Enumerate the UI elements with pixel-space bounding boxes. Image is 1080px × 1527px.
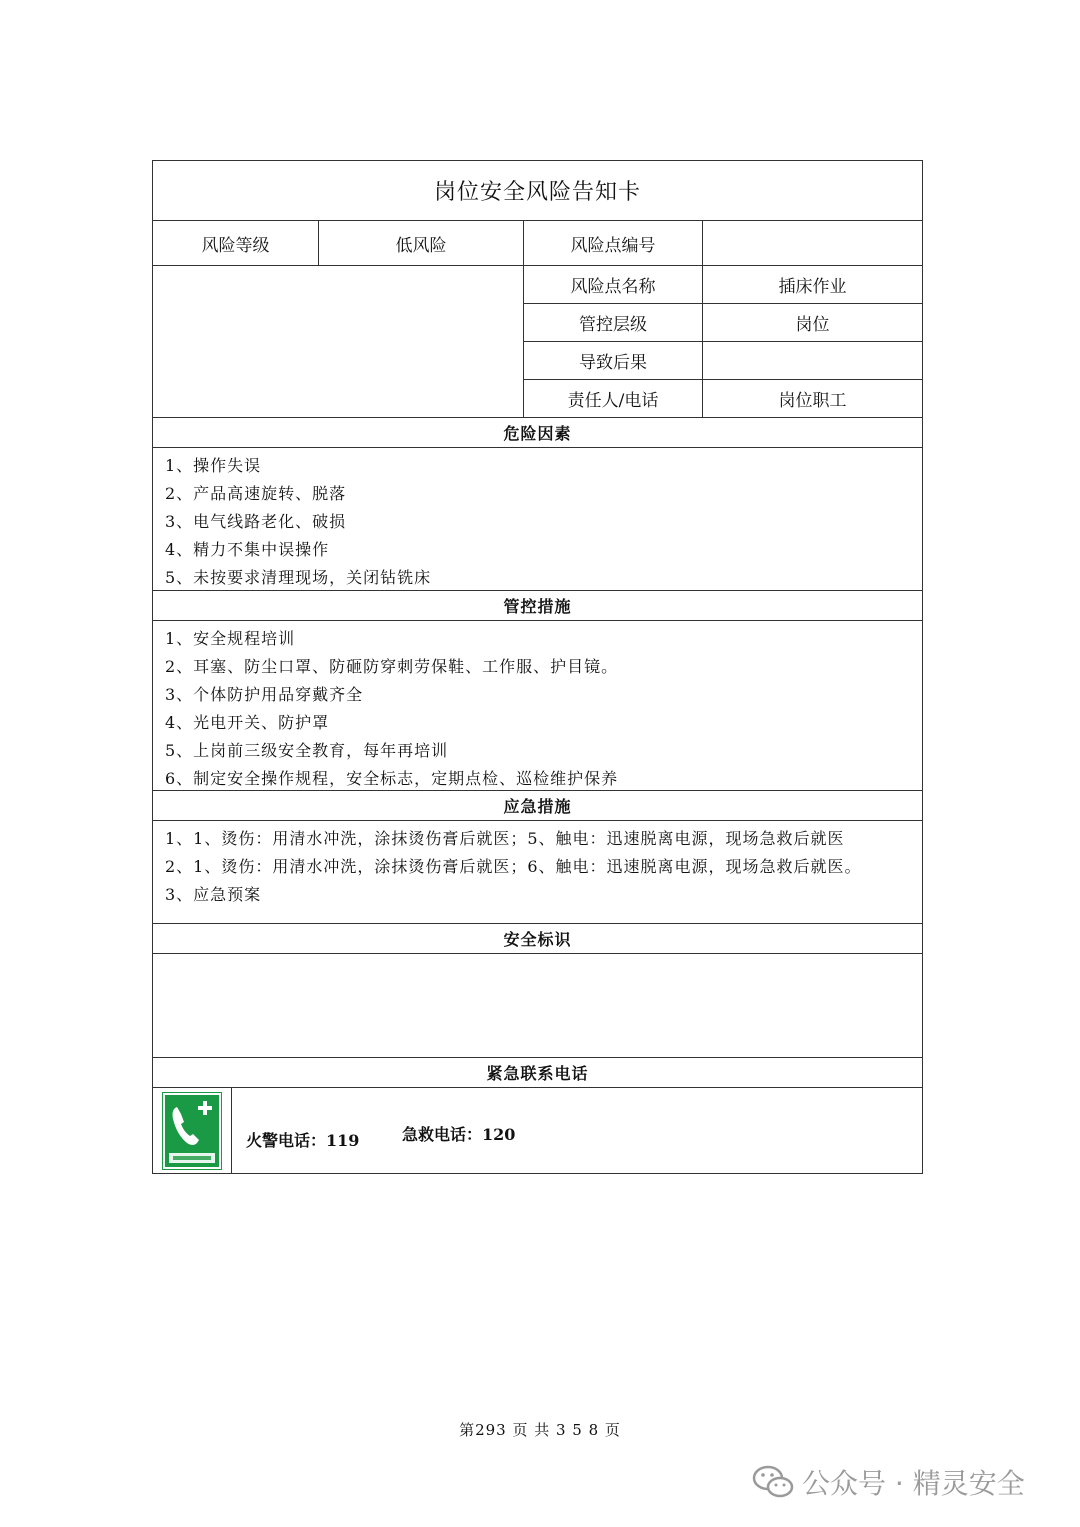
info-label: 风险点名称 (524, 266, 703, 303)
wechat-logo-icon (752, 1464, 794, 1500)
watermark (752, 1462, 1025, 1502)
list-item: 3、电气线路老化、破损 (165, 512, 347, 531)
info-label: 管控层级 (524, 304, 703, 341)
list-item: 2、产品高速旋转、脱落 (165, 484, 347, 503)
controls-heading: 管控措施 (153, 591, 922, 621)
list-item: 1、操作失误 (165, 456, 262, 475)
emergency-list (153, 821, 922, 924)
list-item: 6、制定安全操作规程，安全标志，定期点检、巡检维护保养 (165, 769, 619, 788)
contact-body (232, 1088, 922, 1173)
info-row (524, 342, 922, 380)
list-item: 2、耳塞、防尘口罩、防砸防穿刺劳保鞋、工作服、护目镜。 (165, 657, 619, 676)
info-row (524, 380, 922, 417)
risk-level-label: 风险等级 (153, 221, 319, 265)
watermark-text: 公众号 · 精灵安全 (802, 1467, 1025, 1500)
safety-signs-heading: 安全标识 (153, 924, 922, 954)
emergency-heading: 应急措施 (153, 791, 922, 821)
fire-phone: 火警电话：119 (246, 1131, 360, 1150)
risk-level-row (153, 221, 922, 266)
info-value: 插床作业 (778, 277, 847, 297)
list-item: 1、1、烫伤：用清水冲洗，涂抹烫伤膏后就医；5、触电：迅速脱离电源，现场急救后就医 (165, 829, 845, 848)
info-row (524, 304, 922, 342)
info-label: 导致后果 (524, 342, 703, 379)
card-title: 岗位安全风险告知卡 (153, 161, 922, 221)
risk-notice-card (152, 160, 923, 1174)
info-value: 岗位职工 (778, 391, 847, 411)
contact-row (153, 1088, 922, 1173)
info-value (703, 342, 922, 379)
risk-level-value: 低风险 (319, 221, 524, 265)
list-item: 3、应急预案 (165, 885, 262, 904)
list-item: 4、精力不集中误操作 (165, 540, 330, 559)
info-row (524, 266, 922, 304)
emergency-phone-sign-icon (163, 1093, 221, 1169)
list-item: 4、光电开关、防护罩 (165, 713, 330, 732)
info-label: 责任人/电话 (524, 380, 703, 417)
hazards-list (153, 448, 922, 591)
page-number: 第293 页 共 3 5 8 页 (459, 1421, 621, 1439)
list-item: 1、安全规程培训 (165, 629, 296, 648)
contact-icon-cell (153, 1088, 232, 1173)
risk-point-no-label: 风险点编号 (524, 221, 703, 265)
list-item: 3、个体防护用品穿戴齐全 (165, 685, 364, 704)
list-item: 5、未按要求清理现场，关闭钻铣床 (165, 568, 432, 587)
hazards-heading: 危险因素 (153, 418, 922, 448)
risk-info-table (524, 266, 922, 417)
list-item: 2、1、烫伤：用清水冲洗，涂抹烫伤膏后就医；6、触电：迅速脱离电源，现场急救后就医。 (165, 857, 862, 876)
risk-info-block (153, 266, 922, 418)
contact-heading: 紧急联系电话 (153, 1058, 922, 1088)
controls-list (153, 621, 922, 791)
risk-point-no-value (703, 221, 922, 265)
info-value: 岗位 (795, 315, 830, 335)
aid-phone: 急救电话：120 (402, 1125, 516, 1144)
list-item: 5、上岗前三级安全教育，每年再培训 (165, 741, 449, 760)
risk-image-area (153, 266, 524, 417)
safety-signs-area (153, 954, 922, 1058)
